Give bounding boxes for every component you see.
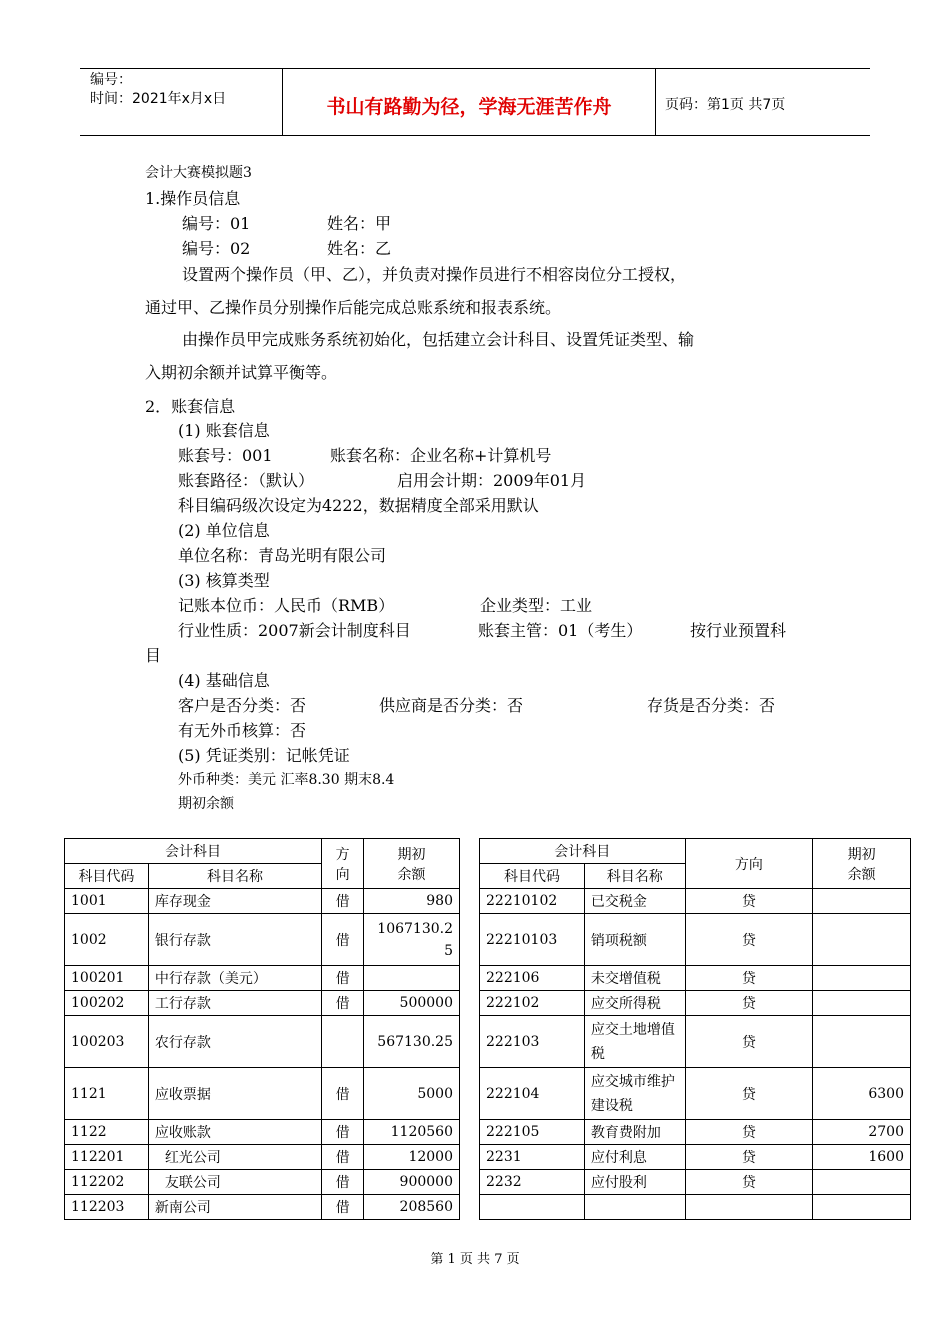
sub-heading: (2) 单位信息	[178, 521, 270, 540]
direction-cell: 借	[322, 889, 364, 914]
balance-cell: 1600	[813, 1145, 911, 1170]
code-cell: 100201	[65, 966, 149, 991]
balance-cell	[813, 889, 911, 914]
table-row	[480, 889, 911, 914]
table-row	[65, 1145, 460, 1170]
operator-id: 编号：02	[182, 239, 251, 258]
balance-cell: 500000	[364, 991, 460, 1016]
header-code: 科目代码	[480, 864, 585, 889]
name-cell: 未交增值税	[584, 966, 685, 991]
table-row	[480, 991, 911, 1016]
name-cell: 教育费附加	[584, 1120, 685, 1145]
table-row	[65, 1016, 460, 1068]
section-heading: 1.操作员信息	[145, 189, 241, 208]
table-row	[480, 1120, 911, 1145]
header-code: 科目代码	[65, 864, 149, 889]
paragraph-line: 通过甲、乙操作员分别操作后能完成总账系统和报表系统。	[145, 298, 562, 317]
account-number: 账套号：001	[178, 446, 273, 465]
code-cell: 1121	[65, 1068, 149, 1120]
table-row	[480, 1170, 911, 1195]
balance-cell	[813, 966, 911, 991]
code-cell: 1001	[65, 889, 149, 914]
page-footer: 第 1 页 共 7 页	[430, 1252, 520, 1267]
name-cell: 应付股利	[584, 1170, 685, 1195]
table-row	[65, 991, 460, 1016]
table-row	[480, 914, 911, 966]
name-cell: 银行存款	[148, 914, 321, 966]
code-cell: 222103	[480, 1016, 585, 1068]
table-row	[480, 966, 911, 991]
supplier-classification: 供应商是否分类：否	[379, 696, 524, 715]
code-cell: 2232	[480, 1170, 585, 1195]
code-cell	[480, 1195, 585, 1220]
code-cell: 112203	[65, 1195, 149, 1220]
header-name: 科目名称	[148, 864, 321, 889]
direction-cell: 贷	[685, 1145, 813, 1170]
name-cell: 应交城市维护建设税	[584, 1068, 685, 1120]
direction-cell: 借	[322, 1170, 364, 1195]
account-period: 启用会计期：2009年01月	[397, 471, 587, 490]
direction-cell: 借	[322, 991, 364, 1016]
direction-cell: 贷	[685, 991, 813, 1016]
direction-cell: 借	[322, 1068, 364, 1120]
base-currency: 记账本位币：人民币（RMB）	[178, 596, 395, 615]
balance-cell: 980	[364, 889, 460, 914]
name-cell: 农行存款	[148, 1016, 321, 1068]
doc-title: 会计大赛模拟题3	[145, 165, 252, 181]
inventory-classification: 存货是否分类：否	[647, 696, 776, 715]
balance-cell: 1067130.25	[364, 914, 460, 966]
name-cell: 友联公司	[148, 1170, 321, 1195]
operator-name: 姓名：甲	[327, 214, 392, 233]
table-row	[65, 1195, 460, 1220]
direction-cell: 贷	[685, 1170, 813, 1195]
code-cell: 1122	[65, 1120, 149, 1145]
name-cell: 应收票据	[148, 1068, 321, 1120]
opening-balance-table-right	[479, 838, 911, 1220]
name-cell: 工行存款	[148, 991, 321, 1016]
section-heading: 2．账套信息	[145, 397, 236, 416]
balance-cell	[813, 1016, 911, 1068]
paragraph-line: 设置两个操作员（甲、乙），并负责对操作员进行不相容岗位分工授权，	[182, 265, 687, 284]
table-row	[65, 1120, 460, 1145]
opening-balance-label: 期初余额	[178, 796, 234, 812]
code-cell: 222106	[480, 966, 585, 991]
customer-classification: 客户是否分类：否	[178, 696, 307, 715]
code-cell: 222104	[480, 1068, 585, 1120]
direction-cell: 贷	[685, 1120, 813, 1145]
code-cell: 2231	[480, 1145, 585, 1170]
table-row	[65, 889, 460, 914]
table-row	[480, 1068, 911, 1120]
forex-accounting: 有无外币核算：否	[178, 721, 307, 740]
balance-cell: 12000	[364, 1145, 460, 1170]
direction-cell	[685, 1195, 813, 1220]
account-path: 账套路径：（默认）	[178, 471, 315, 490]
name-cell: 新南公司	[148, 1195, 321, 1220]
paragraph-line: 由操作员甲完成账务系统初始化，包括建立会计科目、设置凭证类型、输	[182, 330, 695, 349]
forex-types: 外币种类：美元 汇率8.30 期末8.4	[178, 772, 395, 788]
table-row	[480, 1016, 911, 1068]
direction-cell: 借	[322, 914, 364, 966]
table-row	[65, 966, 460, 991]
sub-heading: (1) 账套信息	[178, 421, 270, 440]
header-divider	[655, 68, 656, 136]
code-cell: 222102	[480, 991, 585, 1016]
direction-cell: 贷	[685, 1068, 813, 1120]
code-cell: 1002	[65, 914, 149, 966]
preset-note-cont: 目	[145, 646, 162, 665]
direction-cell: 贷	[685, 889, 813, 914]
direction-cell: 借	[322, 1195, 364, 1220]
table-row	[480, 1145, 911, 1170]
table-row	[480, 1195, 911, 1220]
header-balance: 期初 余额	[813, 839, 911, 889]
code-cell: 222105	[480, 1120, 585, 1145]
table-row	[65, 1068, 460, 1120]
header-motto: 书山有路勤为径，学海无涯苦作舟	[326, 96, 612, 118]
header-meta	[90, 71, 226, 109]
header-name: 科目名称	[584, 864, 685, 889]
opening-balance-table-left	[64, 838, 460, 1220]
page-indicator: 页码：第1页 共7页	[665, 97, 786, 113]
code-cell: 112201	[65, 1145, 149, 1170]
name-cell: 应交土地增值税	[584, 1016, 685, 1068]
voucher-type: (5) 凭证类别：记帐凭证	[178, 746, 350, 765]
balance-cell	[813, 1170, 911, 1195]
enterprise-type: 企业类型：工业	[480, 596, 593, 615]
table-row	[65, 914, 460, 966]
name-cell	[584, 1195, 685, 1220]
direction-cell: 借	[322, 966, 364, 991]
operator-id: 编号：01	[182, 214, 251, 233]
code-settings: 科目编码级次设定为4222，数据精度全部采用默认	[178, 496, 539, 515]
name-cell: 销项税额	[584, 914, 685, 966]
balance-cell	[813, 914, 911, 966]
code-cell: 100202	[65, 991, 149, 1016]
code-cell: 100203	[65, 1016, 149, 1068]
name-cell: 应交所得税	[584, 991, 685, 1016]
balance-cell: 567130.25	[364, 1016, 460, 1068]
header-top-rule	[80, 68, 870, 69]
header-direction: 方向	[685, 839, 813, 889]
code-cell: 112202	[65, 1170, 149, 1195]
balance-cell: 6300	[813, 1068, 911, 1120]
account-name: 账套名称：企业名称+计算机号	[330, 446, 552, 465]
balance-cell	[813, 1195, 911, 1220]
account-supervisor: 账套主管：01（考生）	[478, 621, 643, 640]
header-subject: 会计科目	[65, 839, 322, 864]
direction-cell	[322, 1016, 364, 1068]
direction-cell: 贷	[685, 1016, 813, 1068]
header-subject: 会计科目	[480, 839, 686, 864]
paragraph-line: 入期初余额并试算平衡等。	[145, 363, 338, 382]
header-direction: 方 向	[322, 839, 364, 889]
name-cell: 红光公司	[148, 1145, 321, 1170]
operator-name: 姓名：乙	[327, 239, 392, 258]
balance-cell: 1120560	[364, 1120, 460, 1145]
name-cell: 应收账款	[148, 1120, 321, 1145]
direction-cell: 贷	[685, 914, 813, 966]
balance-cell	[364, 966, 460, 991]
table-row	[65, 1170, 460, 1195]
name-cell: 库存现金	[148, 889, 321, 914]
balance-cell: 208560	[364, 1195, 460, 1220]
name-cell: 应付利息	[584, 1145, 685, 1170]
code-cell: 22210102	[480, 889, 585, 914]
name-cell: 已交税金	[584, 889, 685, 914]
balance-cell: 5000	[364, 1068, 460, 1120]
unit-name: 单位名称：青岛光明有限公司	[178, 546, 387, 565]
direction-cell: 借	[322, 1145, 364, 1170]
direction-cell: 贷	[685, 966, 813, 991]
date-label: 时间：2021年x月x日	[90, 91, 227, 107]
direction-cell: 借	[322, 1120, 364, 1145]
header-balance: 期初 余额	[364, 839, 460, 889]
preset-note: 按行业预置科	[690, 621, 787, 640]
balance-cell: 900000	[364, 1170, 460, 1195]
number-label: 编号：	[90, 72, 132, 88]
name-cell: 中行存款（美元）	[148, 966, 321, 991]
industry-type: 行业性质：2007新会计制度科目	[178, 621, 411, 640]
header-bottom-rule	[80, 135, 870, 136]
balance-cell: 2700	[813, 1120, 911, 1145]
sub-heading: (3) 核算类型	[178, 571, 270, 590]
code-cell: 22210103	[480, 914, 585, 966]
sub-heading: (4) 基础信息	[178, 671, 270, 690]
balance-cell	[813, 991, 911, 1016]
